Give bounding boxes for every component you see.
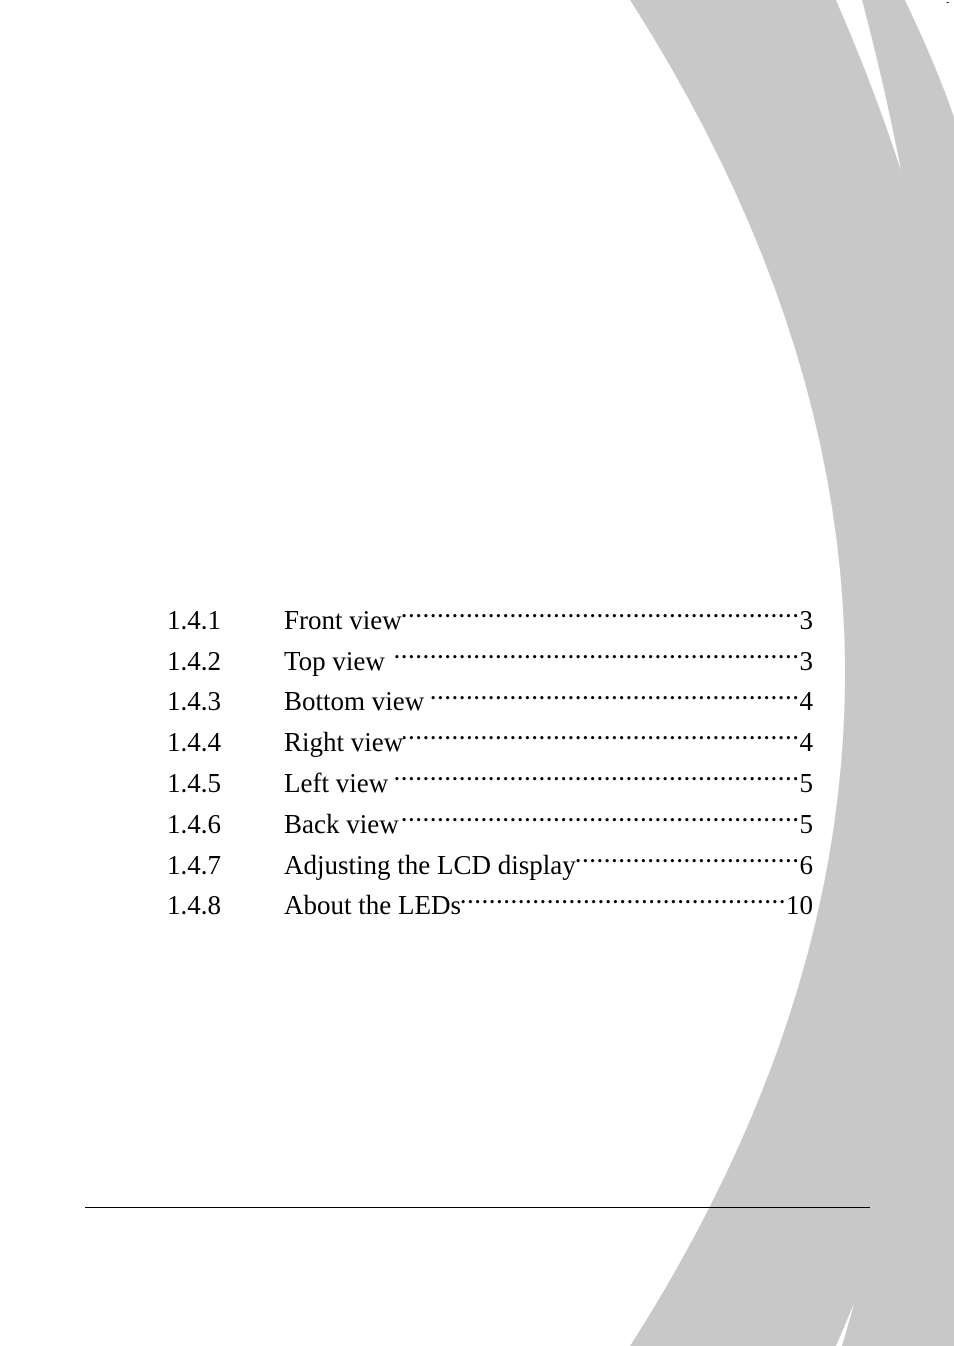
toc-entry-number: 1.4.6	[167, 808, 221, 839]
toc-dot-leader	[431, 670, 800, 711]
toc-entry-title: About the LEDs	[284, 890, 461, 921]
toc-entry-page: 4	[799, 686, 813, 717]
toc-dot-leader	[402, 588, 800, 629]
toc-dot-leader	[399, 792, 800, 833]
toc-entry-page: 3	[799, 645, 813, 676]
toc-entry-page: 3	[799, 604, 813, 635]
toc-entry-page: 10	[786, 890, 813, 921]
toc-dot-leader	[392, 629, 800, 670]
toc-entry-title: Front view	[284, 604, 402, 635]
toc-entry-page: 6	[799, 849, 813, 880]
toc-entry-number: 1.4.3	[167, 686, 221, 717]
toc-entry-title: Left view	[284, 767, 395, 798]
toc-dot-leader	[576, 833, 800, 874]
toc-entry-title: Top view	[284, 645, 392, 676]
toc-dot-leader	[403, 710, 799, 751]
toc-dot-leader	[395, 751, 800, 792]
toc-entry-title: Bottom view	[284, 686, 431, 717]
toc-entry-title: Adjusting the LCD display	[284, 849, 576, 880]
toc-entry-title: Right view	[284, 727, 404, 758]
corner-mark: -	[946, 0, 950, 8]
toc-dot-leader	[461, 874, 786, 915]
toc-entry-number: 1.4.4	[167, 727, 221, 758]
toc-entry-number: 1.4.5	[167, 767, 221, 798]
toc-entry-number: 1.4.7	[167, 849, 221, 880]
toc-entry-page: 4	[799, 727, 813, 758]
toc-entry-number: 1.4.8	[167, 890, 221, 921]
toc-entry-page: 5	[799, 808, 813, 839]
table-of-contents	[167, 588, 813, 921]
toc-entry-number: 1.4.2	[167, 645, 221, 676]
toc-entry-page: 5	[799, 767, 813, 798]
toc-entry-number: 1.4.1	[167, 604, 221, 635]
footer-rule	[85, 1207, 870, 1208]
toc-entry-1-4-1[interactable]	[167, 588, 813, 635]
toc-entry-title: Back view	[284, 808, 399, 839]
